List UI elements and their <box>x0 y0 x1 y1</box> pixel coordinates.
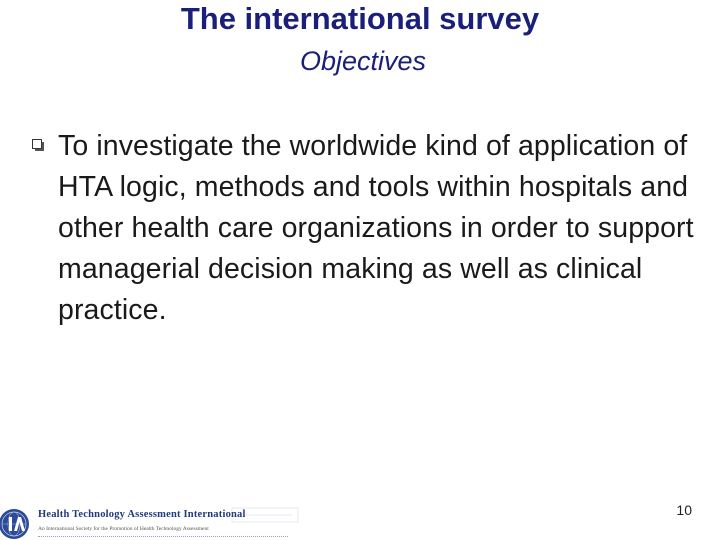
footer-divider <box>38 536 288 537</box>
htai-logo-icon <box>0 502 34 540</box>
footer <box>0 496 720 540</box>
list-item <box>30 126 702 331</box>
org-name: Health Technology Assessment International <box>38 509 246 520</box>
bullet-list <box>30 126 702 331</box>
bullet-text: To investigate the worldwide kind of application of HTA logic, methods and tools within hospitals and other health care organizations in order to support managerial decision making as well as clinical practice. <box>58 130 694 326</box>
page-subtitle: Objectives <box>299 46 427 76</box>
watermark-icon <box>230 504 300 526</box>
org-tagline: An International Society for the Promotion of Health Technology Assessment <box>38 526 209 532</box>
page-number: 10 <box>676 502 692 518</box>
page-title: The international survey <box>180 1 540 36</box>
checkbox-bullet-icon <box>32 139 42 149</box>
